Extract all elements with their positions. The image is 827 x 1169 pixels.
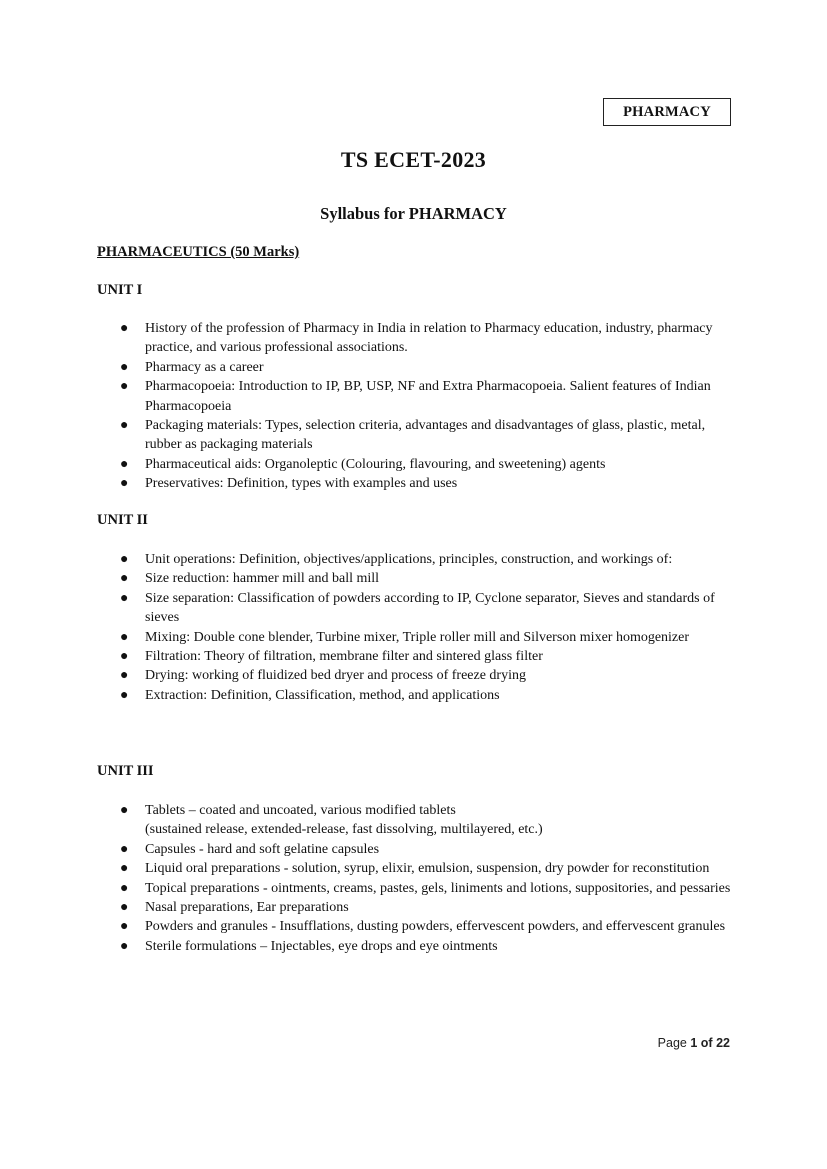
bullet-icon: ● [120,321,129,336]
list-item: ● Nasal preparations, Ear preparations [97,898,737,917]
bullet-icon: ● [120,841,129,857]
list-item: ● Pharmaceutical aids: Organoleptic (Colouring, flavouring, and sweetening) agents [97,455,737,474]
section-heading-pharmaceutics: PHARMACEUTICS (50 Marks) [97,244,300,260]
list-item: ● History of the profession of Pharmacy in India in relation to Pharmacy education, industry, pharmacy practice, and various professional associations. [120,321,713,356]
bullet-icon: ● [120,668,129,684]
document-title: TS ECET-2023 [340,147,487,172]
list-item: ● Mixing: Double cone blender, Turbine mixer, Triple roller mill and Silverson mixer homogenizer [97,628,737,647]
list-item: ● Capsules - hard and soft gelatine capsules [97,840,737,859]
bullet-icon: ● [120,629,129,645]
bullet-icon: ● [120,571,129,587]
list-item: ● Liquid oral preparations - solution, syrup, elixir, emulsion, suspension, dry powder for reconstitution [97,859,737,878]
list-item: ● Extraction: Definition, Classification, method, and applications [97,686,737,705]
bullet-icon: ● [120,476,129,492]
bullet-icon: ● [120,379,129,395]
page-number: Page 1 of 22 [657,1036,730,1050]
bullet-icon: ● [120,880,129,896]
bullet-icon: ● [120,938,129,954]
bullet-icon: ● [120,687,129,703]
bullet-icon: ● [120,359,129,375]
list-item: ● Size separation: Classification of powders according to IP, Cyclone separator, Sieves and standards of sieves [120,590,715,626]
list-item: ● Packaging materials: Types, selection criteria, advantages and disadvantages of glass, plastic, metal, rubber as packaging materials [120,418,706,453]
list-item: ● Unit operations: Definition, objectives/applications, principles, construction, and workings of: [97,550,737,569]
unit-heading-3: UNIT III [97,763,154,779]
bullet-icon: ● [120,803,129,818]
list-item: ● Sterile formulations – Injectables, eye drops and eye ointments [97,937,737,956]
bullet-icon: ● [120,649,129,665]
bullet-icon: ● [120,900,129,916]
bullet-icon: ● [120,590,129,606]
list-item: ● Size reduction: hammer mill and ball mill [97,569,737,588]
unit-heading-2: UNIT II [97,512,148,528]
subject-label: PHARMACY [623,103,711,120]
unit-3-topic-list [97,801,737,956]
bullet-icon: ● [120,418,129,434]
subject-label-box [603,98,731,126]
bullet-icon: ● [120,456,129,472]
list-item: ● Pharmacy as a career [97,358,737,377]
document-subtitle: Syllabus for PHARMACY [320,204,507,223]
list-item: ● Drying: working of fluidized bed dryer and process of freeze drying [97,666,737,685]
unit-2-topic-list [97,550,737,705]
bullet-icon: ● [120,861,129,877]
list-item: ● Powders and granules - Insufflations, dusting powders, effervescent powders, and effervescent granules [97,917,737,936]
list-item: ● Pharmacopoeia: Introduction to IP, BP, USP, NF and Extra Pharmacopoeia. Salient features of Indian Pharmacopoeia [120,379,711,414]
bullet-icon: ● [120,552,129,567]
bullet-icon: ● [120,919,129,935]
unit-heading-1: UNIT I [97,282,143,298]
list-item: ● Preservatives: Definition, types with examples and uses [97,474,737,493]
list-item: ● Topical preparations - ointments, creams, pastes, gels, liniments and lotions, suppositories, and pessaries [97,879,737,898]
unit-1-topic-list [97,319,737,494]
list-item: ● Tablets – coated and uncoated, various modified tablets (sustained release, extended-release, fast dissolving, multilayered, etc.) [120,803,543,838]
list-item: ● Filtration: Theory of filtration, membrane filter and sintered glass filter [97,647,737,666]
